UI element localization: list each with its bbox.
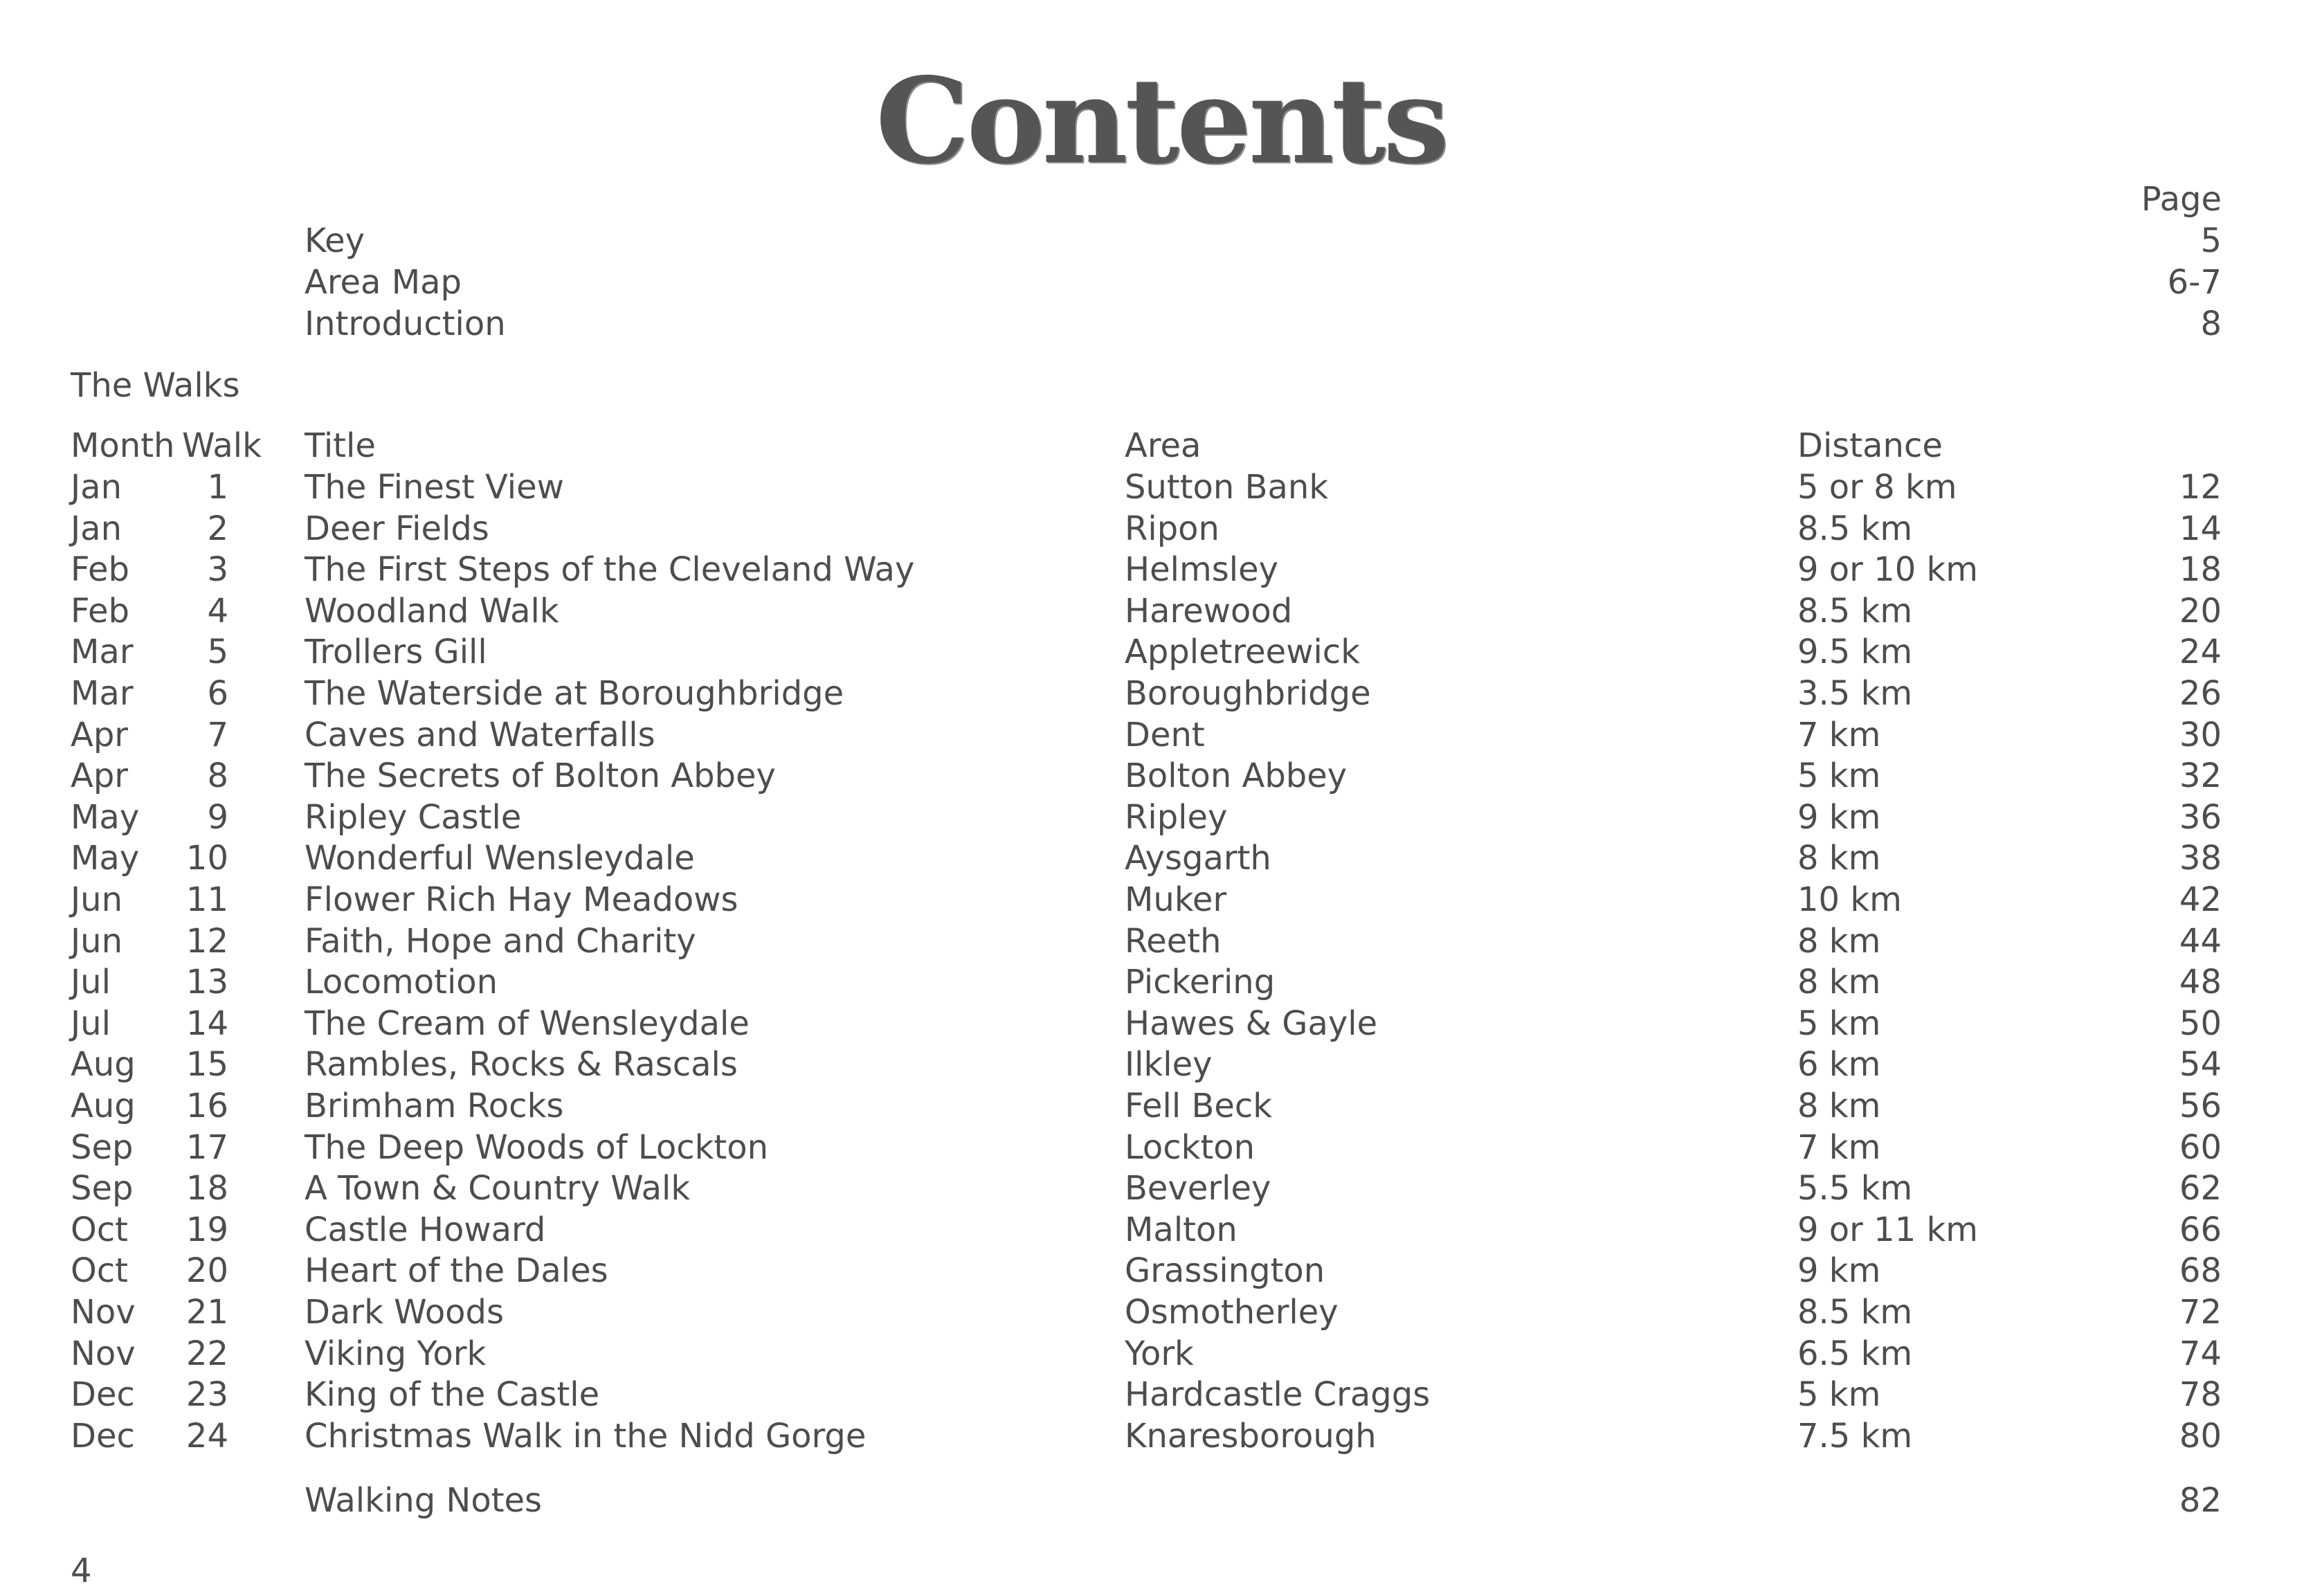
table-row[interactable]: [0, 549, 2322, 590]
walk-page: 42: [2179, 880, 2222, 919]
walk-number: 21: [185, 1293, 228, 1332]
walk-title: Faith, Hope and Charity: [305, 921, 696, 961]
table-row[interactable]: [0, 1415, 2322, 1457]
walk-page: 44: [2179, 921, 2222, 961]
table-row[interactable]: [0, 961, 2322, 1003]
walk-area: Reeth: [1125, 921, 1222, 961]
walk-month: Apr: [71, 756, 129, 796]
walk-title: Trollers Gill: [305, 633, 487, 672]
table-row[interactable]: [0, 673, 2322, 714]
walk-number: 24: [185, 1416, 228, 1456]
table-row[interactable]: [0, 508, 2322, 550]
walk-distance: 8.5 km: [1797, 591, 1913, 631]
walk-distance: 9 or 11 km: [1797, 1210, 1979, 1249]
walk-number: 2: [207, 509, 228, 548]
walk-area: Beverley: [1125, 1169, 1271, 1208]
walk-title: Rambles, Rocks & Rascals: [305, 1045, 738, 1085]
column-header-area: Area: [1125, 426, 1201, 465]
walk-number: 15: [185, 1045, 228, 1085]
table-row[interactable]: [0, 1250, 2322, 1291]
walk-distance: 8 km: [1797, 963, 1881, 1002]
back-matter-walking-notes[interactable]: Walking Notes: [305, 1481, 543, 1520]
walk-area: Sutton Bank: [1125, 468, 1329, 507]
back-matter-walking-notes-page: 82: [2179, 1481, 2222, 1520]
walk-month: Jan: [71, 509, 122, 548]
walk-area: Ripley: [1125, 797, 1228, 837]
walk-page: 12: [2179, 468, 2222, 507]
walk-area: Fell Beck: [1125, 1087, 1273, 1125]
walk-page: 26: [2179, 674, 2222, 713]
walk-area: Lockton: [1125, 1127, 1255, 1167]
walk-page: 18: [2179, 550, 2222, 590]
walk-area: Hardcastle Craggs: [1125, 1375, 1431, 1415]
walk-page: 72: [2179, 1293, 2222, 1332]
walk-number: 9: [207, 797, 228, 837]
walk-area: Aysgarth: [1125, 839, 1271, 878]
walk-number: 17: [185, 1127, 228, 1167]
walk-month: Feb: [71, 591, 129, 631]
table-row[interactable]: [0, 1333, 2322, 1375]
front-matter-area-map-page: 6-7: [2167, 263, 2222, 302]
walk-page: 78: [2179, 1375, 2222, 1415]
walk-area: Osmotherley: [1125, 1293, 1339, 1332]
walk-month: Nov: [71, 1334, 136, 1373]
walk-distance: 5 km: [1797, 756, 1881, 796]
walk-distance: 5 km: [1797, 1375, 1881, 1415]
walk-area: Pickering: [1125, 963, 1276, 1002]
walk-distance: 8.5 km: [1797, 509, 1913, 548]
walk-title: The Waterside at Boroughbridge: [305, 674, 844, 713]
walk-distance: 5 or 8 km: [1797, 468, 1957, 507]
walk-title: Wonderful Wensleydale: [305, 839, 695, 878]
walk-area: Ripon: [1125, 509, 1219, 548]
table-row[interactable]: [0, 714, 2322, 756]
walk-area: Knaresborough: [1125, 1416, 1377, 1456]
walk-distance: 8.5 km: [1797, 1293, 1913, 1332]
walk-area: Appletreewick: [1125, 633, 1360, 672]
walk-month: Sep: [71, 1127, 134, 1167]
front-matter-key[interactable]: Key: [305, 221, 365, 260]
table-row[interactable]: [0, 590, 2322, 632]
walk-distance: 10 km: [1797, 880, 1902, 919]
walk-number: 1: [207, 468, 228, 507]
walk-title: Ripley Castle: [305, 797, 522, 837]
walk-month: Jul: [71, 963, 111, 1002]
walk-month: Oct: [71, 1210, 128, 1249]
column-header-distance: Distance: [1797, 426, 1943, 465]
table-row[interactable]: [0, 466, 2322, 508]
table-row[interactable]: [0, 755, 2322, 797]
walk-area: Muker: [1125, 880, 1227, 919]
walk-number: 3: [207, 550, 228, 590]
walk-area: Bolton Abbey: [1125, 756, 1348, 796]
walk-page: 50: [2179, 1004, 2222, 1043]
walk-number: 7: [207, 715, 228, 754]
walk-month: Jun: [71, 880, 123, 919]
walk-distance: 7.5 km: [1797, 1416, 1913, 1456]
walk-month: Nov: [71, 1293, 136, 1332]
walk-distance: 7 km: [1797, 1127, 1881, 1167]
walk-page: 48: [2179, 963, 2222, 1002]
walk-title: The Cream of Wensleydale: [305, 1004, 750, 1043]
walk-month: Dec: [71, 1375, 135, 1415]
walk-distance: 3.5 km: [1797, 674, 1913, 713]
walk-area: Helmsley: [1125, 550, 1278, 590]
walk-number: 23: [185, 1375, 228, 1415]
walk-distance: 8 km: [1797, 1087, 1881, 1125]
walk-distance: 9 or 10 km: [1797, 550, 1979, 590]
table-row[interactable]: [0, 879, 2322, 921]
walk-distance: 5 km: [1797, 1004, 1881, 1043]
walk-page: 30: [2179, 715, 2222, 754]
walk-distance: 6.5 km: [1797, 1334, 1913, 1373]
walk-title: A Town & Country Walk: [305, 1169, 691, 1208]
walk-title: Caves and Waterfalls: [305, 715, 655, 754]
walk-area: Ilkley: [1125, 1045, 1213, 1085]
table-row[interactable]: [0, 797, 2322, 838]
front-matter-key-page: 5: [2200, 221, 2222, 260]
walk-number: 16: [185, 1087, 228, 1125]
walk-page: 62: [2179, 1169, 2222, 1208]
walk-distance: 7 km: [1797, 715, 1881, 754]
walk-month: Dec: [71, 1416, 135, 1456]
table-row[interactable]: [0, 921, 2322, 962]
walk-distance: 5.5 km: [1797, 1169, 1913, 1208]
walk-number: 6: [207, 674, 228, 713]
walk-page: 20: [2179, 591, 2222, 631]
table-row[interactable]: [0, 1044, 2322, 1085]
walk-month: May: [71, 839, 140, 878]
walk-page: 80: [2179, 1416, 2222, 1456]
walk-month: Sep: [71, 1169, 134, 1208]
walk-month: Aug: [71, 1087, 136, 1125]
walk-title: Brimham Rocks: [305, 1087, 564, 1125]
walk-area: Boroughbridge: [1125, 674, 1371, 713]
walk-area: Harewood: [1125, 591, 1293, 631]
walk-number: 5: [207, 633, 228, 672]
walk-area: Grassington: [1125, 1251, 1325, 1291]
table-row[interactable]: [0, 1127, 2322, 1168]
walk-page: 38: [2179, 839, 2222, 878]
walk-area: Hawes & Gayle: [1125, 1004, 1378, 1043]
table-row[interactable]: [0, 1374, 2322, 1415]
walk-number: 11: [185, 880, 228, 919]
walk-number: 14: [185, 1004, 228, 1043]
walk-number: 19: [185, 1210, 228, 1249]
walk-title: The First Steps of the Cleveland Way: [305, 550, 915, 590]
walk-title: The Secrets of Bolton Abbey: [305, 756, 776, 796]
walk-title: Flower Rich Hay Meadows: [305, 880, 738, 919]
walk-month: Aug: [71, 1045, 136, 1085]
table-row[interactable]: [0, 837, 2322, 879]
walk-area: Malton: [1125, 1210, 1237, 1249]
table-row[interactable]: [0, 631, 2322, 673]
table-row[interactable]: [0, 1003, 2322, 1044]
walk-area: Dent: [1125, 715, 1205, 754]
walk-page: 60: [2179, 1127, 2222, 1167]
walk-page: 36: [2179, 797, 2222, 837]
walk-page: 54: [2179, 1045, 2222, 1085]
walk-month: May: [71, 797, 140, 837]
walk-page: 74: [2179, 1334, 2222, 1373]
walk-title: Woodland Walk: [305, 591, 559, 631]
table-row[interactable]: [0, 1085, 2322, 1127]
walk-month: Jan: [71, 468, 122, 507]
walk-number: 13: [185, 963, 228, 1002]
walk-page: 24: [2179, 633, 2222, 672]
table-row[interactable]: [0, 1209, 2322, 1251]
walk-month: Oct: [71, 1251, 128, 1291]
walk-title: Locomotion: [305, 963, 498, 1002]
walk-month: Jun: [71, 921, 123, 961]
walk-distance: 8 km: [1797, 921, 1881, 961]
walk-distance: 9.5 km: [1797, 633, 1913, 672]
walk-page: 66: [2179, 1210, 2222, 1249]
section-label: The Walks: [71, 366, 240, 405]
walk-number: 8: [207, 756, 228, 796]
walk-month: Jul: [71, 1004, 111, 1043]
walk-number: 4: [207, 591, 228, 631]
page-title: Contents: [876, 52, 1446, 190]
walk-month: Feb: [71, 550, 129, 590]
walk-page: 32: [2179, 756, 2222, 796]
walk-page: 68: [2179, 1251, 2222, 1291]
walk-distance: 9 km: [1797, 1251, 1881, 1291]
walk-month: Mar: [71, 633, 134, 672]
walk-title: Viking York: [305, 1334, 487, 1373]
walk-number: 22: [185, 1334, 228, 1373]
walk-number: 12: [185, 921, 228, 961]
walk-title: The Finest View: [305, 468, 564, 507]
walk-title: Dark Woods: [305, 1293, 505, 1332]
walk-page: 14: [2179, 509, 2222, 548]
walk-title: King of the Castle: [305, 1375, 600, 1415]
walk-title: Castle Howard: [305, 1210, 546, 1249]
walk-distance: 9 km: [1797, 797, 1881, 837]
walk-page: 56: [2179, 1087, 2222, 1125]
walk-month: Mar: [71, 674, 134, 713]
front-matter-introduction-page: 8: [2200, 305, 2222, 343]
column-header-walk: Walk: [182, 426, 262, 465]
walk-number: 18: [185, 1169, 228, 1208]
walk-number: 10: [185, 839, 228, 878]
walk-number: 20: [185, 1251, 228, 1291]
walk-month: Apr: [71, 715, 129, 754]
walk-title: Deer Fields: [305, 509, 489, 548]
page-column-header: Page: [2141, 180, 2222, 219]
walk-area: York: [1125, 1334, 1194, 1373]
table-row[interactable]: [0, 1291, 2322, 1333]
column-header-title: Title: [305, 426, 376, 465]
walk-distance: 8 km: [1797, 839, 1881, 878]
walk-title: The Deep Woods of Lockton: [305, 1127, 768, 1167]
column-header-month: Month: [71, 426, 175, 465]
table-row[interactable]: [0, 1168, 2322, 1209]
front-matter-introduction[interactable]: Introduction: [305, 305, 506, 343]
walk-title: Heart of the Dales: [305, 1251, 608, 1291]
walk-title: Christmas Walk in the Nidd Gorge: [305, 1416, 867, 1456]
front-matter-area-map[interactable]: Area Map: [305, 263, 462, 302]
page-number: 4: [71, 1552, 92, 1590]
walk-distance: 6 km: [1797, 1045, 1881, 1085]
